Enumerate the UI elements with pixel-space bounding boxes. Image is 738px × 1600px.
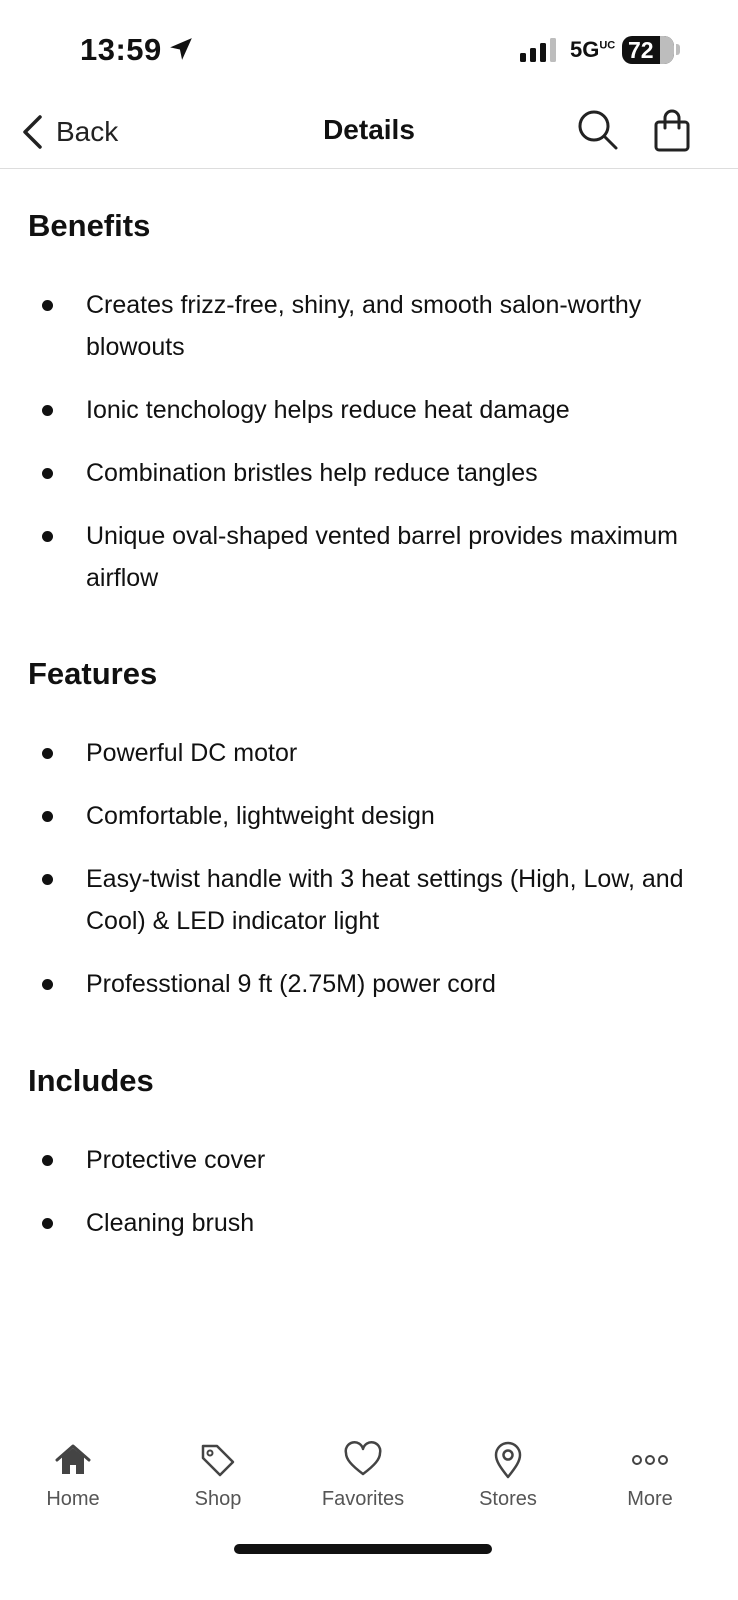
bullet-dot <box>42 1155 53 1166</box>
status-time: 13:59 <box>80 32 162 67</box>
chevron-left-icon <box>20 114 46 150</box>
list-item: Cleaning brush <box>0 1202 738 1244</box>
list-item: Ionic tenchology helps reduce heat damage <box>0 389 738 431</box>
tab-more[interactable] <box>590 1440 710 1530</box>
bullet-dot <box>42 405 53 416</box>
location-pin-icon <box>488 1440 528 1480</box>
status-bar <box>0 0 738 100</box>
list-item: Powerful DC motor <box>0 732 738 774</box>
list-item: Easy-twist handle with 3 heat settings (High, Low, and Cool) & LED indicator light <box>0 858 738 942</box>
bullet-dot <box>42 300 53 311</box>
bottom-tab-bar <box>0 1440 738 1540</box>
includes-title: Includes <box>28 1063 154 1098</box>
tag-icon <box>198 1440 238 1480</box>
list-item: Combination bristles help reduce tangles <box>0 452 738 494</box>
more-dots-icon <box>630 1440 670 1480</box>
heart-icon <box>343 1440 383 1480</box>
list-item: Protective cover <box>0 1139 738 1181</box>
back-button[interactable] <box>20 110 118 154</box>
nav-header <box>0 100 738 169</box>
tab-stores[interactable] <box>448 1440 568 1530</box>
bullet-dot <box>42 811 53 822</box>
list-item: Unique oval-shaped vented barrel provides maximum airflow <box>0 515 738 599</box>
bullet-dot <box>42 468 53 479</box>
bullet-dot <box>42 748 53 759</box>
list-item: Creates frizz-free, shiny, and smooth salon-worthy blowouts <box>0 284 738 368</box>
tab-more-label: More <box>627 1488 673 1510</box>
battery-tip <box>676 44 680 55</box>
home-indicator <box>234 1544 492 1554</box>
search-icon[interactable] <box>574 106 622 154</box>
tab-favorites-label: Favorites <box>321 1488 405 1510</box>
tab-stores-label: Stores <box>479 1488 537 1510</box>
list-item: Comfortable, lightweight design <box>0 795 738 837</box>
location-arrow-icon <box>168 36 194 62</box>
benefits-title: Benefits <box>28 208 151 243</box>
bullet-dot <box>42 1218 53 1229</box>
features-title: Features <box>28 656 158 691</box>
bullet-dot <box>42 874 53 885</box>
home-icon <box>53 1440 93 1480</box>
tab-home[interactable] <box>13 1440 133 1530</box>
includes-list <box>0 1139 738 1265</box>
shopping-bag-icon[interactable] <box>648 106 696 154</box>
tab-home-label: Home <box>46 1488 100 1510</box>
battery-icon <box>622 36 674 64</box>
bullet-dot <box>42 979 53 990</box>
signal-icon <box>520 38 558 62</box>
tab-favorites[interactable] <box>303 1440 423 1530</box>
bullet-dot <box>42 531 53 542</box>
list-item: Professtional 9 ft (2.75M) power cord <box>0 963 738 1005</box>
tab-shop-label: Shop <box>194 1488 242 1510</box>
benefits-list <box>0 284 738 620</box>
features-list <box>0 732 738 1026</box>
tab-shop[interactable] <box>158 1440 278 1530</box>
page-title: Details <box>323 114 415 145</box>
battery-level: 72 <box>628 37 654 63</box>
back-label: Back <box>56 116 119 147</box>
network-type: $5G^{UC}$ <box>570 37 616 62</box>
